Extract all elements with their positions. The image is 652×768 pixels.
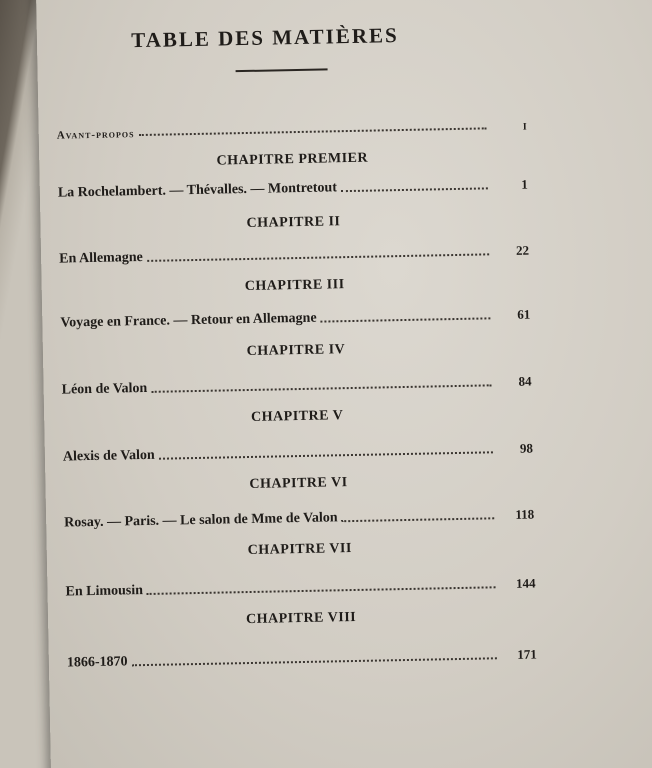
dot-leader (159, 450, 493, 459)
toc-entry-label: En Allemagne (59, 250, 143, 267)
toc-entry-label: Alexis de Valon (62, 447, 155, 465)
dot-leader (321, 316, 491, 322)
toc-entry-page: 1 (521, 176, 528, 192)
table-of-contents (55, 21, 537, 671)
toc-entry-chapter-1 (58, 173, 528, 202)
dot-leader (341, 186, 488, 192)
chapter-heading-5: CHAPITRE V (250, 408, 344, 425)
toc-entry-chapter-7 (65, 572, 535, 601)
toc-entry-chapter-2 (59, 239, 529, 268)
toc-entry-page: 61 (517, 306, 531, 322)
chapter-heading-3: CHAPITRE III (244, 277, 345, 295)
toc-entry-chapter-8 (67, 643, 537, 672)
toc-entry-label: La Rochelambert. — Thévalles. — Montretout (57, 180, 338, 201)
toc-entry-chapter-4 (61, 370, 531, 399)
toc-entry-page: 84 (518, 373, 532, 389)
toc-entry-page: 144 (515, 575, 536, 591)
chapter-heading-6: CHAPITRE VI (249, 475, 348, 492)
dot-leader (147, 585, 496, 595)
toc-entry-label: En Limousin (65, 583, 144, 600)
toc-entry-page: 22 (515, 242, 530, 258)
chapter-heading-4: CHAPITRE IV (246, 342, 346, 360)
dot-leader (147, 252, 489, 262)
dot-leader (342, 516, 495, 522)
chapter-heading-1: CHAPITRE PREMIER (216, 150, 369, 169)
toc-entry-label: Voyage en France. — Retour en Allemagne (60, 310, 317, 331)
dot-leader (151, 383, 491, 393)
dot-leader (132, 656, 497, 666)
dot-leader (138, 126, 486, 136)
toc-entry-page: 98 (519, 440, 534, 456)
title-divider (236, 68, 328, 72)
toc-entry-page: 171 (517, 646, 537, 662)
toc-entry-label: 1866-1870 (66, 654, 128, 671)
chapter-heading-8: CHAPITRE VIII (245, 609, 357, 628)
book-page (36, 0, 652, 768)
toc-entry-label: Rosay. — Paris. — Le salon de Mme de Valon (64, 510, 338, 531)
toc-entry-page: I (522, 121, 527, 133)
chapter-heading-2: CHAPITRE II (246, 214, 341, 231)
toc-entry-label: Léon de Valon (61, 380, 148, 398)
toc-entry-chapter-3 (60, 303, 530, 332)
toc-entry-avant-propos (57, 113, 527, 142)
page-title: TABLE DES MATIÈRES (131, 23, 399, 53)
toc-entry-chapter-5 (63, 437, 533, 466)
toc-entry-chapter-6 (64, 503, 534, 532)
toc-entry-page: 118 (515, 506, 535, 522)
chapter-heading-7: CHAPITRE VII (247, 541, 353, 559)
toc-entry-label: Avant-propos (56, 128, 135, 142)
